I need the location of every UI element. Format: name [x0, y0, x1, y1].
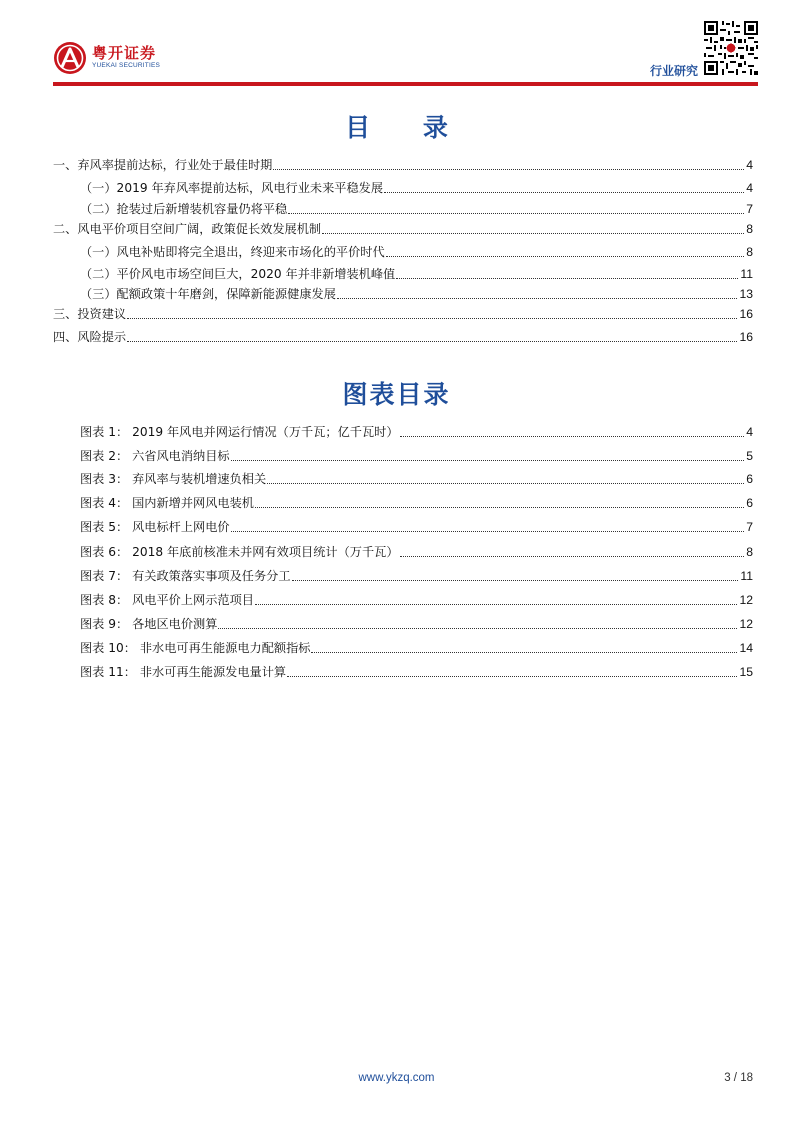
toc-title: 目 录	[345, 113, 470, 142]
toc-entry-label: （二）抢装过后新增装机容量仍将平稳	[80, 202, 288, 216]
figure-entry-label: 图表 10： 非水电可再生能源电力配额指标	[80, 641, 311, 655]
toc-entry-label: 二、风电平价项目空间广阔，政策促长效发展机制	[53, 222, 322, 236]
page-header	[0, 0, 793, 90]
figure-entry[interactable]	[80, 446, 753, 464]
toc-entry-page-number: 16	[739, 330, 753, 344]
figure-entry-page-number: 4	[746, 425, 753, 439]
figure-entry-label: 图表 8： 风电平价上网示范项目	[80, 593, 254, 607]
figure-entry-label: 图表 6： 2018 年底前核准未并网有效项目统计（万千瓦）	[80, 545, 399, 559]
figure-entry-page-number: 6	[746, 472, 753, 486]
figure-entry[interactable]	[80, 469, 753, 487]
dot-leader	[396, 278, 738, 279]
figure-entry-page-number: 12	[739, 617, 753, 631]
figure-entry-page-number: 6	[746, 496, 753, 510]
figure-entry-label: 图表 2： 六省风电消纳目标	[80, 449, 230, 463]
toc-entry-page-number: 4	[746, 181, 753, 195]
dot-leader	[292, 580, 739, 581]
page-number: 3 / 18	[724, 1072, 753, 1084]
yuekai-logo-icon	[53, 41, 87, 75]
qr-code-icon	[704, 21, 758, 75]
figure-entry-page-number: 15	[739, 665, 753, 679]
figure-entry[interactable]	[80, 517, 753, 535]
dot-leader	[311, 652, 737, 653]
dot-leader	[127, 341, 737, 342]
figure-entry[interactable]	[80, 638, 753, 656]
toc-entry[interactable]	[80, 199, 753, 217]
dot-leader	[384, 192, 744, 193]
figure-entry[interactable]	[80, 590, 753, 608]
logo-english-name: YUEKAI SECURITIES	[92, 62, 161, 69]
dot-leader	[255, 507, 744, 508]
toc-entry[interactable]	[53, 327, 753, 345]
toc-entry-label: （三）配额政策十年磨剑，保障新能源健康发展	[80, 287, 336, 301]
toc-entry-page-number: 8	[746, 222, 753, 236]
figure-entry-page-number: 12	[739, 593, 753, 607]
toc-entry-label: （二）平价风电市场空间巨大，2020 年并非新增装机峰值	[80, 267, 396, 281]
dot-leader	[218, 628, 737, 629]
figure-entry[interactable]	[80, 493, 753, 511]
figure-entry-label: 图表 11： 非水可再生能源发电量计算	[80, 665, 287, 679]
toc-entry[interactable]	[80, 242, 753, 260]
header-divider	[53, 82, 758, 86]
dot-leader	[231, 460, 745, 461]
figure-entry-page-number: 7	[746, 520, 753, 534]
dot-leader	[273, 169, 744, 170]
toc-entry-page-number: 16	[739, 307, 753, 321]
toc-entry[interactable]	[53, 304, 753, 322]
figure-entry-label: 图表 5： 风电标杆上网电价	[80, 520, 230, 534]
figure-entry[interactable]	[80, 566, 753, 584]
figure-entry-page-number: 8	[746, 545, 753, 559]
figure-list-title: 图表目录	[342, 380, 451, 409]
section-label: 行业研究	[650, 64, 699, 78]
dot-leader	[255, 604, 737, 605]
toc-entry-page-number: 7	[746, 202, 753, 216]
toc-entry[interactable]	[53, 155, 753, 173]
toc-entry[interactable]	[80, 284, 753, 302]
dot-leader	[337, 298, 738, 299]
dot-leader	[400, 556, 745, 557]
figure-entry-label: 图表 4： 国内新增并网风电装机	[80, 496, 254, 510]
figure-entry[interactable]	[80, 422, 753, 440]
toc-entry[interactable]	[80, 264, 753, 282]
figure-entry[interactable]	[80, 662, 753, 680]
toc-entry-label: （一）2019 年弃风率提前达标，风电行业未来平稳发展	[80, 181, 384, 195]
figure-entry-label: 图表 9： 各地区电价测算	[80, 617, 218, 631]
toc-entry-label: 四、风险提示	[53, 330, 127, 344]
figure-entry-label: 图表 3： 弃风率与装机增速负相关	[80, 472, 267, 486]
toc-entry-page-number: 8	[746, 245, 753, 259]
figure-entry[interactable]	[80, 614, 753, 632]
dot-leader	[267, 483, 744, 484]
dot-leader	[231, 531, 745, 532]
figure-entry-page-number: 11	[740, 569, 753, 583]
toc-entry[interactable]	[53, 219, 753, 237]
figure-entry-page-number: 5	[746, 449, 753, 463]
toc-entry[interactable]	[80, 178, 753, 196]
dot-leader	[322, 233, 744, 234]
toc-entry-page-number: 13	[739, 287, 753, 301]
figure-entry-page-number: 14	[739, 641, 753, 655]
dot-leader	[400, 436, 745, 437]
logo-chinese-name: 粤开证券	[92, 44, 157, 62]
toc-entry-page-number: 4	[746, 158, 753, 172]
dot-leader	[386, 256, 745, 257]
dot-leader	[127, 318, 737, 319]
figure-entry-label: 图表 7： 有关政策落实事项及任务分工	[80, 569, 291, 583]
footer-website-link[interactable]: www.ykzq.com	[358, 1072, 435, 1084]
figure-entry-label: 图表 1： 2019 年风电并网运行情况（万千瓦；亿千瓦时）	[80, 425, 399, 439]
dot-leader	[287, 676, 737, 677]
toc-entry-label: 三、投资建议	[53, 307, 127, 321]
toc-entry-label: 一、弃风率提前达标，行业处于最佳时期	[53, 158, 273, 172]
toc-entry-page-number: 11	[740, 267, 753, 281]
toc-entry-label: （一）风电补贴即将完全退出，终迎来市场化的平价时代	[80, 245, 385, 259]
dot-leader	[288, 213, 744, 214]
figure-entry[interactable]	[80, 542, 753, 560]
